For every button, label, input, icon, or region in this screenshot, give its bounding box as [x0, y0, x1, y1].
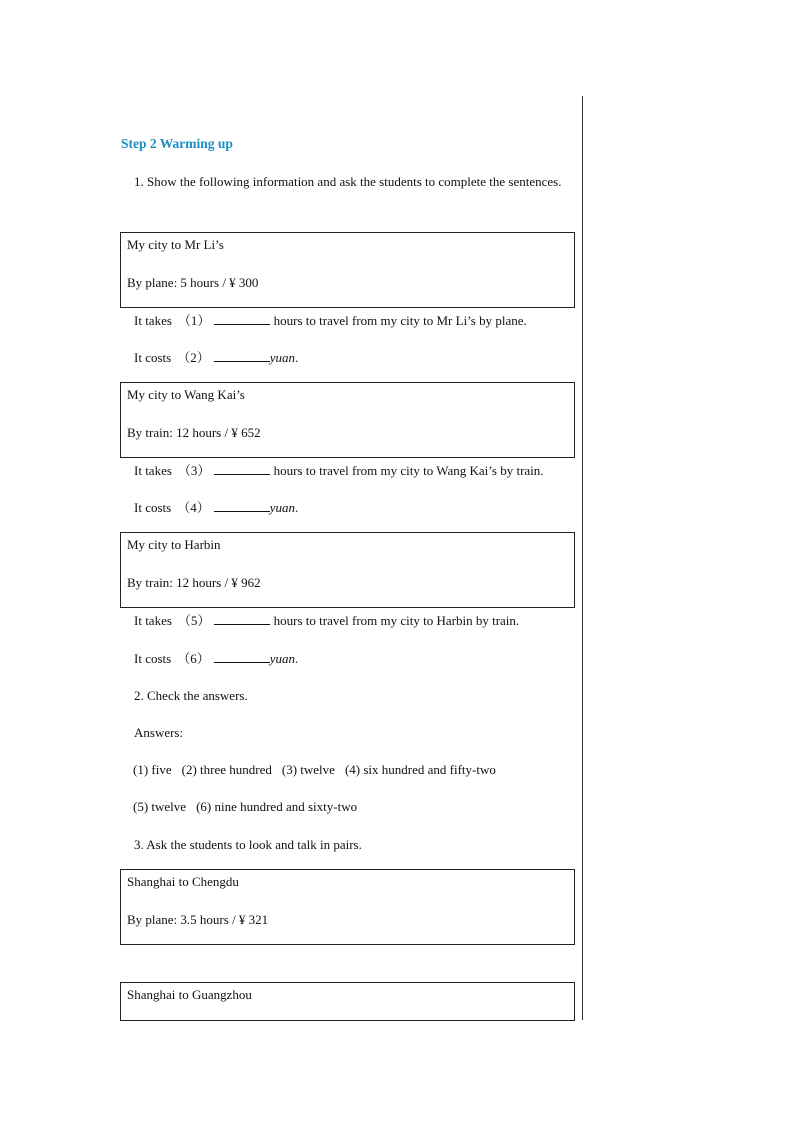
- answer-blank[interactable]: [214, 499, 270, 512]
- answer-blank[interactable]: [214, 349, 270, 362]
- step-talk-pairs: 3. Ask the students to look and talk in pairs.: [134, 837, 362, 852]
- q-end: .: [295, 350, 299, 365]
- q-unit: yuan: [269, 500, 295, 515]
- route-title: Shanghai to Guangzhou: [127, 987, 252, 1002]
- route-title: My city to Mr Li’s: [127, 237, 224, 252]
- route-detail: By train: 12 hours / ¥ 962: [127, 575, 261, 590]
- q-suffix: hours to travel from my city to Wang Kai’s by train.: [273, 463, 544, 478]
- q-suffix: hours to travel from my city to Mr Li’s by plane.: [273, 313, 527, 328]
- answer-blank[interactable]: [214, 462, 270, 475]
- q-prefix: It takes: [134, 313, 172, 328]
- route-box-3: [120, 532, 575, 608]
- instruction-text: 1. Show the following information and ask the students to complete the sentences.: [134, 174, 562, 189]
- q-prefix: It costs: [134, 500, 172, 515]
- route-detail: By train: 12 hours / ¥ 652: [127, 425, 261, 440]
- q-end: .: [295, 651, 299, 666]
- q-number: （3）: [177, 463, 211, 478]
- answer-item: (2) three hundred: [181, 762, 272, 777]
- instruction-paragraph: [121, 170, 576, 194]
- q-end: .: [295, 500, 299, 515]
- q-suffix: hours to travel from my city to Harbin by train.: [273, 613, 520, 628]
- question-2: [134, 349, 298, 367]
- route-box-4: [120, 869, 575, 945]
- answer-item: (4) six hundred and fifty-two: [344, 762, 496, 777]
- route-title: Shanghai to Chengdu: [127, 874, 239, 889]
- answer-item: (6) nine hundred and sixty-two: [196, 799, 358, 814]
- route-detail: By plane: 3.5 hours / ¥ 321: [127, 912, 269, 927]
- route-title: My city to Harbin: [127, 537, 221, 552]
- step-check-answers: 2. Check the answers.: [134, 688, 248, 703]
- q-prefix: It costs: [134, 651, 172, 666]
- answer-item: (3) twelve: [281, 762, 335, 777]
- q-prefix: It takes: [134, 463, 172, 478]
- route-box-2: [120, 382, 575, 458]
- question-6: [134, 650, 298, 668]
- route-detail: By plane: 5 hours / ¥ 300: [127, 275, 259, 290]
- answer-blank[interactable]: [214, 612, 270, 625]
- answers-label: Answers:: [134, 725, 184, 740]
- answers-row-1: [133, 761, 496, 779]
- q-unit: yuan: [269, 350, 295, 365]
- answer-item: (5) twelve: [133, 799, 187, 814]
- section-heading: Step 2 Warming up: [121, 136, 233, 151]
- question-3: [134, 462, 544, 480]
- q-prefix: It takes: [134, 613, 172, 628]
- q-number: （6）: [177, 651, 210, 666]
- q-number: （1）: [177, 313, 211, 328]
- route-box-1: [120, 232, 575, 308]
- answers-row-2: [133, 798, 357, 816]
- margin-rule: [582, 96, 583, 1020]
- route-title: My city to Wang Kai’s: [127, 387, 245, 402]
- question-5: [134, 612, 519, 630]
- answer-item: (1) five: [133, 762, 172, 777]
- question-4: [134, 499, 298, 517]
- route-box-5: [120, 982, 575, 1021]
- q-prefix: It costs: [134, 350, 172, 365]
- q-number: （2）: [177, 350, 210, 365]
- q-number: （5）: [177, 613, 211, 628]
- q-number: （4）: [177, 500, 210, 515]
- question-1: [134, 312, 527, 330]
- answer-blank[interactable]: [214, 312, 270, 325]
- answer-blank[interactable]: [214, 650, 270, 663]
- q-unit: yuan: [269, 651, 295, 666]
